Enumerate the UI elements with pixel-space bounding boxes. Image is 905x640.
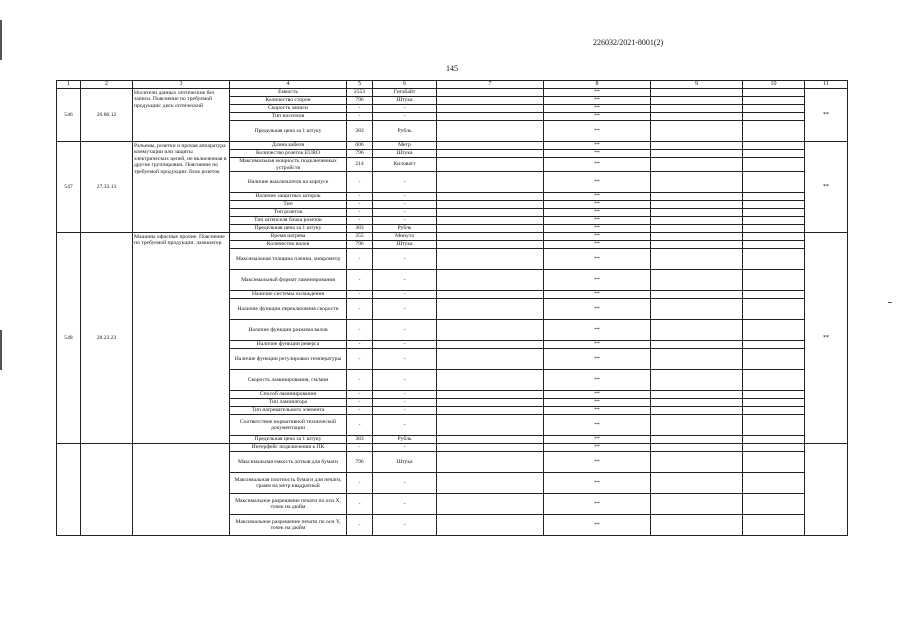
value-cell: ** — [544, 270, 651, 291]
value-cell — [651, 172, 743, 193]
unit-cell: - — [373, 105, 437, 113]
parameter-name-cell: Количество валов — [230, 241, 347, 249]
unit-cell: - — [373, 399, 437, 407]
col-header: 6 — [373, 81, 437, 89]
value-cell — [651, 150, 743, 158]
value-cell — [743, 233, 805, 241]
value-cell — [437, 452, 544, 473]
value-cell: ** — [544, 349, 651, 370]
value-cell — [651, 370, 743, 391]
unit-cell: Штука — [373, 241, 437, 249]
parameter-name-cell: Тип штепселя блока розеток — [230, 217, 347, 225]
item-name-text: Машины офисные прочие. Пояснение по требуемой продукции: ламинатор — [134, 234, 225, 247]
okei-code-cell: - — [347, 270, 373, 291]
parameter-name-cell: Наличие функции разжима валов — [230, 320, 347, 341]
okei-code-cell: - — [347, 209, 373, 217]
value-cell — [743, 399, 805, 407]
table-row — [57, 233, 848, 241]
document-id: 226032/2021-8001(2) — [593, 38, 664, 47]
value-cell — [743, 494, 805, 515]
value-cell: ** — [544, 113, 651, 121]
unit-cell: - — [373, 270, 437, 291]
okei-code-cell: - — [347, 349, 373, 370]
unit-cell: - — [373, 299, 437, 320]
okei-code-cell: - — [347, 193, 373, 201]
note-cell: ** — [805, 142, 848, 233]
value-cell — [743, 113, 805, 121]
value-cell — [437, 150, 544, 158]
parameter-name-cell: Наличие защитных шторок — [230, 193, 347, 201]
value-cell — [651, 249, 743, 270]
okpd-code-cell: 28.23.23 — [81, 233, 133, 444]
value-cell — [437, 193, 544, 201]
value-cell: ** — [544, 291, 651, 299]
value-cell: ** — [544, 249, 651, 270]
value-cell — [651, 349, 743, 370]
table-row — [57, 142, 848, 150]
okei-code-cell: 796 — [347, 452, 373, 473]
unit-cell: - — [373, 370, 437, 391]
unit-cell: - — [373, 515, 437, 536]
okei-code-cell: - — [347, 299, 373, 320]
unit-cell: - — [373, 391, 437, 399]
unit-cell: - — [373, 473, 437, 494]
okei-code-cell: - — [347, 473, 373, 494]
value-cell — [743, 473, 805, 494]
okpd-code-cell: 27.33.13 — [81, 142, 133, 233]
value-cell — [437, 97, 544, 105]
value-cell — [651, 217, 743, 225]
value-cell — [651, 270, 743, 291]
value-cell: ** — [544, 241, 651, 249]
value-cell — [437, 217, 544, 225]
value-cell: ** — [544, 97, 651, 105]
value-cell — [651, 158, 743, 172]
unit-cell: - — [373, 193, 437, 201]
value-cell: ** — [544, 494, 651, 515]
value-cell — [743, 158, 805, 172]
value-cell — [651, 89, 743, 97]
unit-cell: - — [373, 444, 437, 452]
value-cell — [743, 249, 805, 270]
value-cell — [651, 97, 743, 105]
okei-code-cell: 383 — [347, 225, 373, 233]
value-cell: ** — [544, 158, 651, 172]
value-cell: ** — [544, 515, 651, 536]
value-cell — [743, 349, 805, 370]
okei-code-cell: - — [347, 341, 373, 349]
okei-code-cell: 214 — [347, 158, 373, 172]
value-cell — [651, 225, 743, 233]
value-cell — [743, 142, 805, 150]
value-cell — [437, 225, 544, 233]
note-cell: ** — [805, 89, 848, 142]
okei-code-cell: - — [347, 391, 373, 399]
item-number-cell: 547 — [57, 142, 81, 233]
scan-speck — [888, 302, 892, 303]
value-cell — [743, 150, 805, 158]
value-cell: ** — [544, 415, 651, 436]
value-cell — [437, 370, 544, 391]
okei-code-cell: - — [347, 201, 373, 209]
parameter-name-cell: Скорость записи — [230, 105, 347, 113]
value-cell: ** — [544, 225, 651, 233]
okpd-code-cell: 26.80.12 — [81, 89, 133, 142]
unit-cell: Киловатт — [373, 158, 437, 172]
okei-code-cell: - — [347, 113, 373, 121]
value-cell: ** — [544, 473, 651, 494]
okei-code-cell: - — [347, 415, 373, 436]
parameter-name-cell: Наличие функции переключения скорости — [230, 299, 347, 320]
okei-code-cell: - — [347, 172, 373, 193]
value-cell: ** — [544, 452, 651, 473]
item-name-cell — [133, 142, 230, 233]
value-cell — [651, 233, 743, 241]
unit-cell: - — [373, 209, 437, 217]
value-cell — [651, 209, 743, 217]
value-cell — [437, 515, 544, 536]
unit-cell: Рубль — [373, 436, 437, 444]
value-cell — [743, 299, 805, 320]
unit-cell: - — [373, 113, 437, 121]
okei-code-cell: 796 — [347, 150, 373, 158]
parameter-name-cell: Интерфейс подключения к ПК — [230, 444, 347, 452]
okei-code-cell: - — [347, 494, 373, 515]
value-cell — [651, 291, 743, 299]
value-cell — [743, 391, 805, 399]
unit-cell: - — [373, 320, 437, 341]
okei-code-cell: - — [347, 105, 373, 113]
value-cell — [651, 113, 743, 121]
col-header: 3 — [133, 81, 230, 89]
table-row — [57, 89, 848, 97]
value-cell — [651, 436, 743, 444]
value-cell: ** — [544, 341, 651, 349]
value-cell — [743, 121, 805, 142]
value-cell — [743, 241, 805, 249]
value-cell — [651, 452, 743, 473]
value-cell: ** — [544, 209, 651, 217]
value-cell — [743, 193, 805, 201]
col-header: 7 — [437, 81, 544, 89]
value-cell — [651, 515, 743, 536]
page-number: 145 — [446, 64, 458, 73]
value-cell — [743, 515, 805, 536]
value-cell — [743, 105, 805, 113]
value-cell: ** — [544, 217, 651, 225]
table-row — [57, 444, 848, 452]
value-cell: ** — [544, 150, 651, 158]
okei-code-cell: 383 — [347, 121, 373, 142]
value-cell: ** — [544, 233, 651, 241]
value-cell — [651, 444, 743, 452]
value-cell — [437, 172, 544, 193]
parameter-name-cell: Максимальный формат ламинирования — [230, 270, 347, 291]
okei-code-cell: - — [347, 515, 373, 536]
col-header: 1 — [57, 81, 81, 89]
parameter-name-cell: Способ ламинирования — [230, 391, 347, 399]
value-cell — [743, 217, 805, 225]
value-cell — [437, 399, 544, 407]
parameter-name-cell: Максимальная емкость лотков для бумаги — [230, 452, 347, 473]
parameter-name-cell: Тип розеток — [230, 209, 347, 217]
okei-code-cell: - — [347, 217, 373, 225]
value-cell — [437, 270, 544, 291]
parameter-name-cell: Соответствие нормативной технической документации — [230, 415, 347, 436]
value-cell — [743, 407, 805, 415]
parameter-name-cell: Количество розеток EURO — [230, 150, 347, 158]
value-cell — [743, 225, 805, 233]
col-header: 8 — [544, 81, 651, 89]
value-cell — [437, 142, 544, 150]
scan-edge-mark — [0, 20, 2, 60]
value-cell — [743, 370, 805, 391]
parameter-name-cell: Скорость ламинирования, см/мин — [230, 370, 347, 391]
value-cell: ** — [544, 142, 651, 150]
note-cell — [805, 444, 848, 536]
unit-cell: Рубль — [373, 121, 437, 142]
parameter-name-cell: Максимальная плотность бумаги для печати, грамм на метр квадратный — [230, 473, 347, 494]
value-cell: ** — [544, 121, 651, 142]
value-cell — [743, 444, 805, 452]
value-cell: ** — [544, 89, 651, 97]
value-cell — [651, 193, 743, 201]
item-name-cell — [133, 89, 230, 142]
value-cell: ** — [544, 201, 651, 209]
col-header: 9 — [651, 81, 743, 89]
unit-cell: - — [373, 249, 437, 270]
value-cell — [651, 142, 743, 150]
okei-code-cell: 355 — [347, 233, 373, 241]
value-cell — [651, 494, 743, 515]
value-cell — [437, 349, 544, 370]
value-cell — [651, 407, 743, 415]
parameter-name-cell: Предельная цена за 1 штуку — [230, 436, 347, 444]
okei-code-cell: - — [347, 444, 373, 452]
okei-code-cell: - — [347, 249, 373, 270]
okei-code-cell: 2553 — [347, 89, 373, 97]
value-cell — [437, 233, 544, 241]
value-cell — [743, 209, 805, 217]
unit-cell: - — [373, 217, 437, 225]
value-cell — [437, 415, 544, 436]
note-cell: ** — [805, 233, 848, 444]
value-cell — [651, 391, 743, 399]
value-cell: ** — [544, 399, 651, 407]
parameter-name-cell: Длина кабеля — [230, 142, 347, 150]
value-cell — [437, 241, 544, 249]
col-header: 11 — [805, 81, 848, 89]
value-cell — [437, 341, 544, 349]
parameter-name-cell: Наличие функции реверса — [230, 341, 347, 349]
unit-cell: Штука — [373, 452, 437, 473]
value-cell — [651, 105, 743, 113]
okei-code-cell: - — [347, 399, 373, 407]
value-cell — [743, 341, 805, 349]
parameter-name-cell: Тип — [230, 201, 347, 209]
okpd-code-cell — [81, 444, 133, 536]
value-cell — [437, 444, 544, 452]
unit-cell: Метр — [373, 142, 437, 150]
value-cell — [437, 494, 544, 515]
parameter-name-cell: Наличие функции регулировки температуры — [230, 349, 347, 370]
value-cell — [651, 341, 743, 349]
procurement-table — [56, 80, 848, 536]
value-cell — [437, 473, 544, 494]
value-cell: ** — [544, 193, 651, 201]
value-cell — [743, 291, 805, 299]
value-cell: ** — [544, 436, 651, 444]
value-cell: ** — [544, 444, 651, 452]
value-cell — [437, 113, 544, 121]
value-cell — [743, 452, 805, 473]
parameter-name-cell: Тип носителя — [230, 113, 347, 121]
value-cell — [651, 241, 743, 249]
col-header: 2 — [81, 81, 133, 89]
item-name-cell — [133, 233, 230, 444]
parameter-name-cell: Наличие системы охлаждения — [230, 291, 347, 299]
value-cell — [743, 89, 805, 97]
unit-cell: - — [373, 341, 437, 349]
unit-cell: Минута — [373, 233, 437, 241]
parameter-name-cell: Емкость — [230, 89, 347, 97]
value-cell — [437, 201, 544, 209]
value-cell: ** — [544, 320, 651, 341]
parameter-name-cell: Количество сторон — [230, 97, 347, 105]
item-number-cell — [57, 444, 81, 536]
value-cell — [651, 415, 743, 436]
okei-code-cell: - — [347, 407, 373, 415]
value-cell — [437, 436, 544, 444]
value-cell: ** — [544, 105, 651, 113]
parameter-name-cell: Предельная цена за 1 штуку — [230, 225, 347, 233]
column-numbers-row — [57, 81, 848, 89]
unit-cell: - — [373, 415, 437, 436]
value-cell: ** — [544, 172, 651, 193]
unit-cell: - — [373, 291, 437, 299]
parameter-name-cell: Максимальная толщина пленки, микрометр — [230, 249, 347, 270]
value-cell — [743, 97, 805, 105]
value-cell — [437, 320, 544, 341]
value-cell — [651, 299, 743, 320]
value-cell — [743, 415, 805, 436]
value-cell — [437, 89, 544, 97]
value-cell — [651, 320, 743, 341]
value-cell — [437, 299, 544, 320]
value-cell — [651, 121, 743, 142]
unit-cell: - — [373, 494, 437, 515]
scan-edge-mark — [0, 330, 2, 370]
value-cell — [437, 158, 544, 172]
value-cell — [651, 201, 743, 209]
value-cell — [743, 320, 805, 341]
okei-code-cell: 383 — [347, 436, 373, 444]
okei-code-cell: 796 — [347, 241, 373, 249]
value-cell: ** — [544, 407, 651, 415]
parameter-name-cell: Предельная цена за 1 штуку — [230, 121, 347, 142]
col-header: 10 — [743, 81, 805, 89]
okei-code-cell: - — [347, 291, 373, 299]
okei-code-cell: 796 — [347, 97, 373, 105]
value-cell — [743, 172, 805, 193]
value-cell — [437, 407, 544, 415]
col-header: 5 — [347, 81, 373, 89]
value-cell: ** — [544, 370, 651, 391]
okei-code-cell: 006 — [347, 142, 373, 150]
value-cell — [743, 436, 805, 444]
unit-cell: - — [373, 172, 437, 193]
unit-cell: - — [373, 407, 437, 415]
value-cell — [437, 209, 544, 217]
unit-cell: - — [373, 201, 437, 209]
value-cell — [651, 399, 743, 407]
item-name-text — [134, 444, 228, 445]
item-name-text: Носители данных оптические без записи. Пояснение по требуемой продукции: диск оптический — [134, 90, 215, 109]
unit-cell: Гигабайт — [373, 89, 437, 97]
parameter-name-cell: Максимальное разрешение печати по оси X, точек на дюйм — [230, 494, 347, 515]
unit-cell: - — [373, 349, 437, 370]
value-cell: ** — [544, 299, 651, 320]
okei-code-cell: - — [347, 320, 373, 341]
value-cell: ** — [544, 391, 651, 399]
parameter-name-cell: Максимальная мощность подключенных устройств — [230, 158, 347, 172]
parameter-name-cell: Тип ламинатора — [230, 399, 347, 407]
unit-cell: Штука — [373, 150, 437, 158]
item-name-cell — [133, 444, 230, 536]
value-cell — [437, 291, 544, 299]
value-cell — [743, 201, 805, 209]
col-header: 4 — [230, 81, 347, 89]
parameter-name-cell: Время нагрева — [230, 233, 347, 241]
value-cell — [437, 391, 544, 399]
value-cell — [437, 249, 544, 270]
okei-code-cell: - — [347, 370, 373, 391]
parameter-name-cell: Максимальное разрешение печати по оси Y, точек на дюйм — [230, 515, 347, 536]
unit-cell: Рубль — [373, 225, 437, 233]
parameter-name-cell: Наличие выключателя на корпусе — [230, 172, 347, 193]
value-cell — [437, 121, 544, 142]
item-number-cell: 548 — [57, 233, 81, 444]
value-cell — [437, 105, 544, 113]
parameter-name-cell: Тип нагревательного элемента — [230, 407, 347, 415]
value-cell — [651, 473, 743, 494]
value-cell — [743, 270, 805, 291]
item-number-cell: 546 — [57, 89, 81, 142]
unit-cell: Штука — [373, 97, 437, 105]
item-name-text: Разъемы, розетки и прочая аппаратура коммутации или защиты электрических цепей, не включенная в другие группировки. Пояснение по требуемой продукции: блок розеток — [134, 143, 227, 175]
